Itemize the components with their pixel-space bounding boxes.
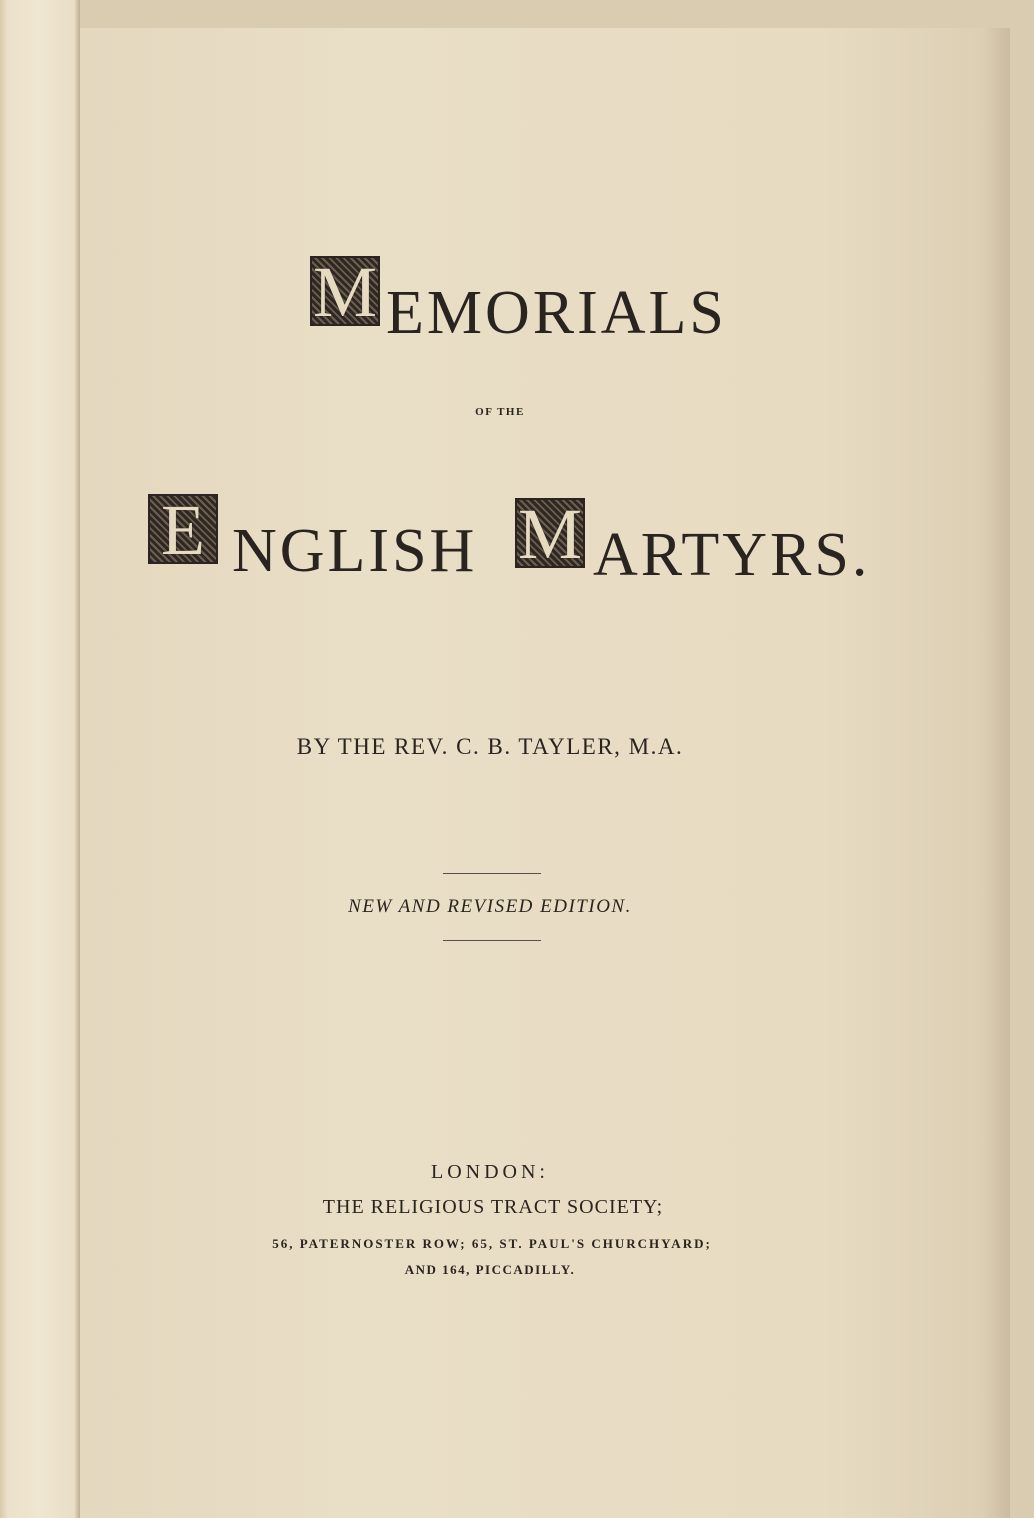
title-connector: OF THE [475,406,525,418]
edition: NEW AND REVISED EDITION. [348,896,632,917]
imprint-city: LONDON: [431,1161,549,1183]
title-martyrs: ARTYRS. [593,521,871,589]
imprint-address: 56, PATERNOSTER ROW; 65, ST. PAUL'S CHURCHYARD; [272,1236,712,1251]
imprint-address-2: AND 164, PICCADILLY. [404,1262,576,1277]
title-english: NGLISH [232,517,478,585]
author: BY THE REV. C. B. TAYLER, M.A. [296,734,684,759]
drop-cap-e: E [148,494,218,564]
title-memorials: EMORIALS [386,279,727,347]
imprint-publisher: THE RELIGIOUS TRACT SOCIETY; [322,1196,664,1218]
drop-cap-m: M [310,256,380,326]
divider-top [443,873,541,874]
divider-bottom [443,940,541,941]
drop-cap-m2: M [515,498,585,568]
title-page [80,28,1010,1518]
